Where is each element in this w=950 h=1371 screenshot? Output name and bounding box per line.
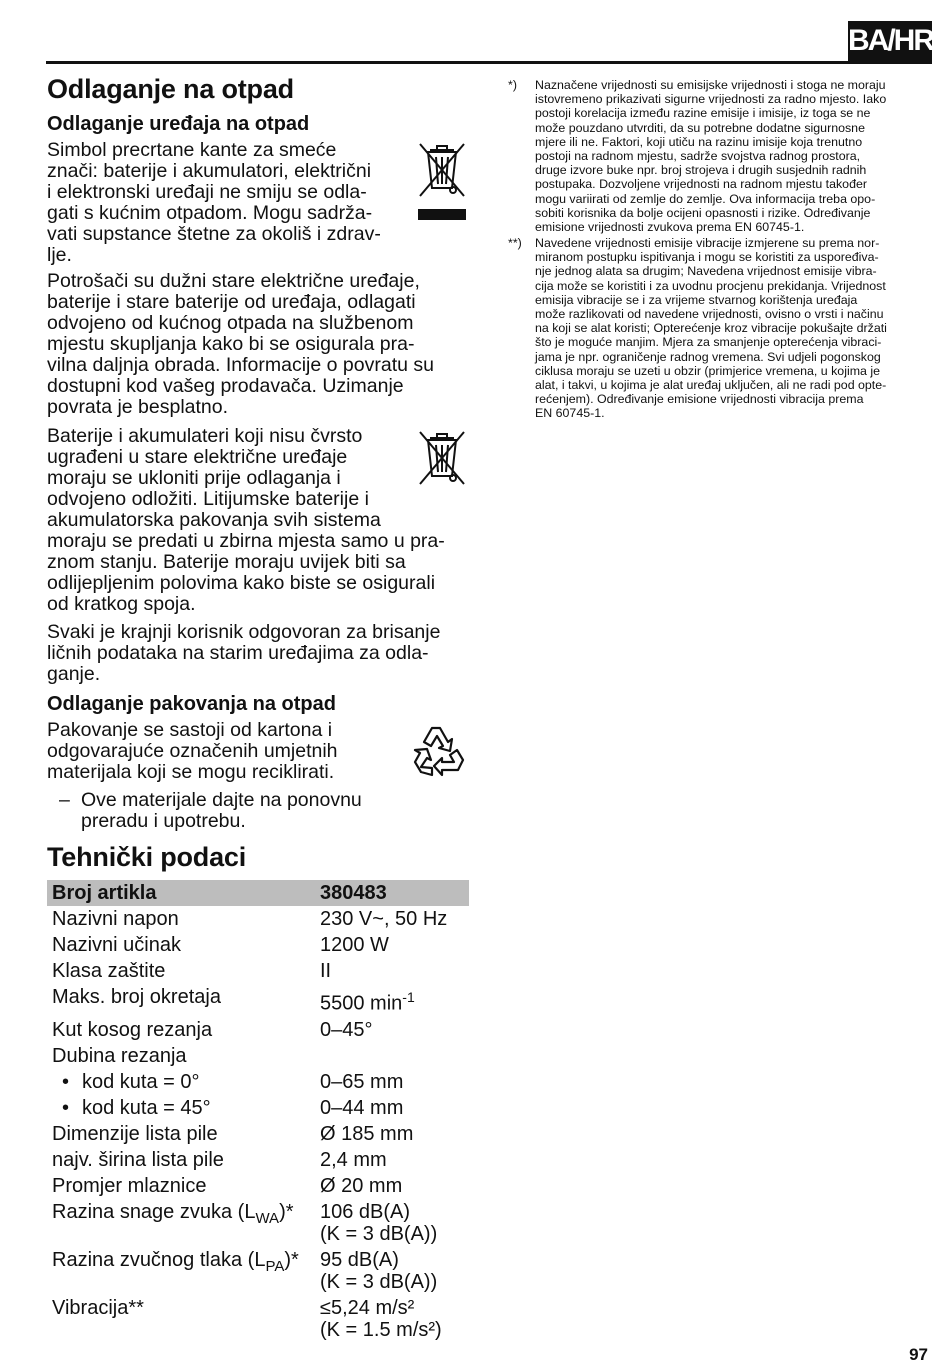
table-row <box>47 1017 469 1043</box>
table-row <box>47 984 469 1017</box>
bullet: • <box>62 1070 70 1093</box>
spec-value <box>315 1295 469 1343</box>
table-row <box>47 1095 469 1121</box>
spec-value: 230 V~, 50 Hz <box>320 908 448 930</box>
text-line: može razlikovati od navedene vrijednosti, ovisno o vrsti i načinu <box>535 307 884 322</box>
text-line: emisione vrijednosti zvukova prema EN 60745-1. <box>535 220 805 235</box>
spec-label: Dubina rezanja <box>52 1044 187 1067</box>
text-line: povrata je besplatno. <box>47 396 229 418</box>
label-subscript: PA <box>265 1257 285 1275</box>
label-text: Razina snage zvuka (L <box>52 1200 256 1223</box>
text-line: Ove materijale dajte na ponovnu <box>81 789 362 811</box>
footnote-vibration <box>508 236 930 426</box>
spec-value: 380483 <box>315 880 469 906</box>
text-line: i elektronski uređaji ne smiju se odla- <box>47 181 367 203</box>
footnote-text <box>535 78 930 234</box>
text-line: Simbol precrtane kante za smeće <box>47 139 337 161</box>
text-line: istovremeno prikazivati sigurne vrijednosti za radno mjesto. Iako <box>535 92 887 107</box>
text-line: odgovarajuće označenih umjetnih <box>47 740 338 762</box>
table-row <box>47 1247 469 1295</box>
spec-table <box>47 880 469 1343</box>
spec-value: II <box>320 960 332 982</box>
device-disposal-heading: Odlaganje uređaja na otpad <box>47 113 310 135</box>
spec-label: Maks. broj okretaja <box>52 986 221 1008</box>
footnote-text <box>535 236 930 421</box>
tech-title-wrap <box>47 841 472 873</box>
spec-label: Promjer mlaznice <box>52 1174 207 1197</box>
text-line: druge izvore buke npr. broj strojeva i drugih susjednih radnih <box>535 163 867 178</box>
spec-value: 0–65 mm <box>320 1070 404 1093</box>
label-text: Razina zvučnog tlaka (L <box>52 1248 266 1271</box>
text-line: Navedene vrijednosti emisije vibracije izmjerene su prema nor- <box>535 236 880 250</box>
device-heading-wrap <box>47 112 472 136</box>
table-row <box>47 1295 469 1343</box>
text-line: materijala koji se mogu reciklirati. <box>47 761 335 783</box>
value-text: 5500 min <box>320 992 403 1015</box>
text-line: postoji korelacija između razine emisije i imisije, iz toga se ne <box>535 106 871 121</box>
table-row <box>47 1069 469 1095</box>
text-line: odvojeno odložiti. Litijumske baterije i <box>47 488 369 510</box>
tech-title: Tehnički podaci <box>47 842 247 872</box>
spec-label: najv. širina lista pile <box>52 1148 224 1171</box>
text-line: Naznačene vrijednosti su emisijske vrijednosti i stoga ne moraju <box>535 78 886 92</box>
crossed-bin-icon <box>414 140 470 231</box>
text-line: što je moguće manjim. Mjera za smanjenje opterećenja vibraci- <box>535 335 882 350</box>
spec-value <box>315 1199 469 1247</box>
text-line: mjestu skupljanja kako bi se osigurala pra- <box>47 333 415 355</box>
table-row <box>47 1147 469 1173</box>
text-line: znom stanju. Baterije moraju uvijek biti sa <box>47 551 406 573</box>
text-line: mjere ili ne. Faktori, koji utiču na razinu imisije koja trenutno <box>535 134 863 149</box>
header-rule <box>46 61 932 64</box>
language-tag: BA/HR <box>848 21 932 61</box>
text-line: odlijepljenim polovima kako biste se osigurali <box>47 572 436 594</box>
device-text <box>47 140 472 266</box>
spec-label: Kut kosog rezanja <box>52 1018 213 1041</box>
text-line: moraju se predati u zbirna mjesta samo u pra- <box>47 530 445 552</box>
spec-label: Dimenzije lista pile <box>52 1122 218 1145</box>
text-line: lje. <box>47 244 72 266</box>
battery-text <box>47 426 472 615</box>
dash-mark: – <box>59 789 70 811</box>
crossed-bin-icon <box>414 428 470 491</box>
text-line: Svaki je krajnji korisnik odgovoran za brisanje <box>47 621 441 643</box>
spec-value: 1200 W <box>320 934 389 956</box>
value-line: 106 dB(A) <box>320 1200 411 1223</box>
packaging-heading-wrap <box>47 692 472 716</box>
spec-value <box>315 1043 469 1069</box>
footnote-emission <box>508 78 930 238</box>
spec-value: 0–44 mm <box>320 1096 404 1119</box>
table-row <box>47 906 469 932</box>
text-line: preradu i upotrebu. <box>81 810 246 832</box>
text-line: jama je npr. ograničenje radnog vremena. Svi udjeli pogonskog <box>535 349 881 364</box>
table-row <box>47 1199 469 1247</box>
text-line: sobiti korisnika da bolje ocijeni opasnosti i rizike. Određivanje <box>535 205 871 220</box>
value-line: (K = 3 dB(A)) <box>320 1222 438 1245</box>
text-line: EN 60745-1. <box>535 406 605 421</box>
table-row <box>47 932 469 958</box>
text-line: rećenjem). Određivanje emisione vrijednosti vibracija prema <box>535 392 864 407</box>
spec-label <box>47 1069 315 1095</box>
table-row <box>47 1121 469 1147</box>
text-line: nje jednog alata sa drugim; Navedena vrijednost emisije vibra- <box>535 264 877 279</box>
footnote-mark: **) <box>508 236 522 250</box>
spec-header-row <box>47 880 469 906</box>
spec-value: 2,4 mm <box>320 1148 387 1171</box>
table-row <box>47 1043 469 1069</box>
text-line: postupaka. Dozvoljene vrijednosti na radnom mjestu također <box>535 177 867 192</box>
spec-value: Ø 185 mm <box>320 1122 414 1145</box>
text-line: alat, i takvi, u kojima je alat uređaj uključen, ali ne radi pod opte- <box>535 378 887 393</box>
text-line: znači: baterije i akumulatori, električni <box>47 160 372 182</box>
text-line: vilna daljnja obrada. Informacije o povratu su <box>47 354 434 376</box>
text-line: dostupni kod vašeg prodavača. Uzimanje <box>47 375 404 397</box>
spec-value <box>315 984 469 1017</box>
spec-label: Klasa zaštite <box>52 960 166 982</box>
packaging-disposal-heading: Odlaganje pakovanja na otpad <box>47 693 336 715</box>
table-row <box>47 1173 469 1199</box>
consumer-text <box>47 271 472 418</box>
text-line: od kratkog spoja. <box>47 593 196 615</box>
text-line: ganje. <box>47 663 101 685</box>
text-line: ugrađeni u stare električne uređaje <box>47 446 348 468</box>
page-number: 97 <box>909 1345 928 1364</box>
text-line: može pouzdano utvrditi, da su potrebne dodatne sigurnosne <box>535 120 865 135</box>
table-row <box>47 958 469 984</box>
value-line: 95 dB(A) <box>320 1248 399 1271</box>
spec-value: Ø 20 mm <box>320 1174 403 1197</box>
text-line: ličnih podataka na starim uređajima za odla- <box>47 642 429 664</box>
value-line: (K = 1.5 m/s²) <box>320 1318 442 1341</box>
bullet: • <box>62 1096 70 1119</box>
recycle-icon <box>408 720 470 787</box>
section-title: Odlaganje na otpad <box>47 74 294 104</box>
spec-label: Nazivni učinak <box>52 934 181 956</box>
text-line: postoji na radnom mjestu, sadrže svojstva radnog prostora, <box>535 149 861 164</box>
label-text: )* <box>279 1200 294 1223</box>
text-line: mogu variirati od zemlje do zemlje. Ova informacija treba opo- <box>535 191 876 206</box>
spec-label <box>47 1247 315 1295</box>
spec-label: Vibracija** <box>52 1296 144 1319</box>
spec-label <box>47 1199 315 1247</box>
value-line: ≤5,24 m/s² <box>320 1296 415 1319</box>
spec-label: Broj artikla <box>47 880 315 906</box>
dash-text <box>81 790 461 832</box>
label-text: )* <box>284 1248 299 1271</box>
spec-value: 0–45° <box>320 1018 373 1041</box>
spec-value <box>315 1247 469 1295</box>
footnote-mark: *) <box>508 78 517 92</box>
text-line: ciklusa moraju se uzeti u obzir (primjerice vremena, u kojima je <box>535 363 880 378</box>
text-line: cija može se koristiti i za uvodnu procjenu prekidanja. Vrijednost <box>535 278 886 293</box>
text-line: Baterije i akumulateri koji nisu čvrsto <box>47 425 363 447</box>
text-line: gati s kućnim otpadom. Mogu sadrža- <box>47 202 373 224</box>
text-line: Pakovanje se sastoji od kartona i <box>47 719 333 741</box>
text-line: odvojeno od kućnog otpada na službenom <box>47 312 414 334</box>
text-line: emisija vibracije se i za vrijeme stvarnog korištenja uređaja <box>535 292 858 307</box>
text-line: baterije i stare baterije od uređaja, odlagati <box>47 291 416 313</box>
text-line: akumulatorska pakovanja svih sistema <box>47 509 381 531</box>
text-line: moraju se ukloniti prije odlaganja i <box>47 467 341 489</box>
text-line: miranom postupku ispitivanja i mogu se koristiti za uspoređiva- <box>535 250 879 265</box>
text-line: vati supstance štetne za okoliš i zdrav- <box>47 223 381 245</box>
label-text: kod kuta = 45° <box>82 1096 211 1119</box>
value-line: (K = 3 dB(A)) <box>320 1270 438 1293</box>
value-superscript: -1 <box>402 989 415 1005</box>
text-line: na koji se alat koristi; Opterećenje kroz vibracije pokušajte držati <box>535 321 887 336</box>
disposal-title <box>47 73 472 105</box>
user-text <box>47 622 472 685</box>
spec-label: Nazivni napon <box>52 908 179 930</box>
spec-label <box>47 1095 315 1121</box>
text-line: Potrošači su dužni stare električne uređaje, <box>47 270 420 292</box>
label-text: kod kuta = 0° <box>82 1070 200 1093</box>
label-subscript: WA <box>255 1209 280 1227</box>
